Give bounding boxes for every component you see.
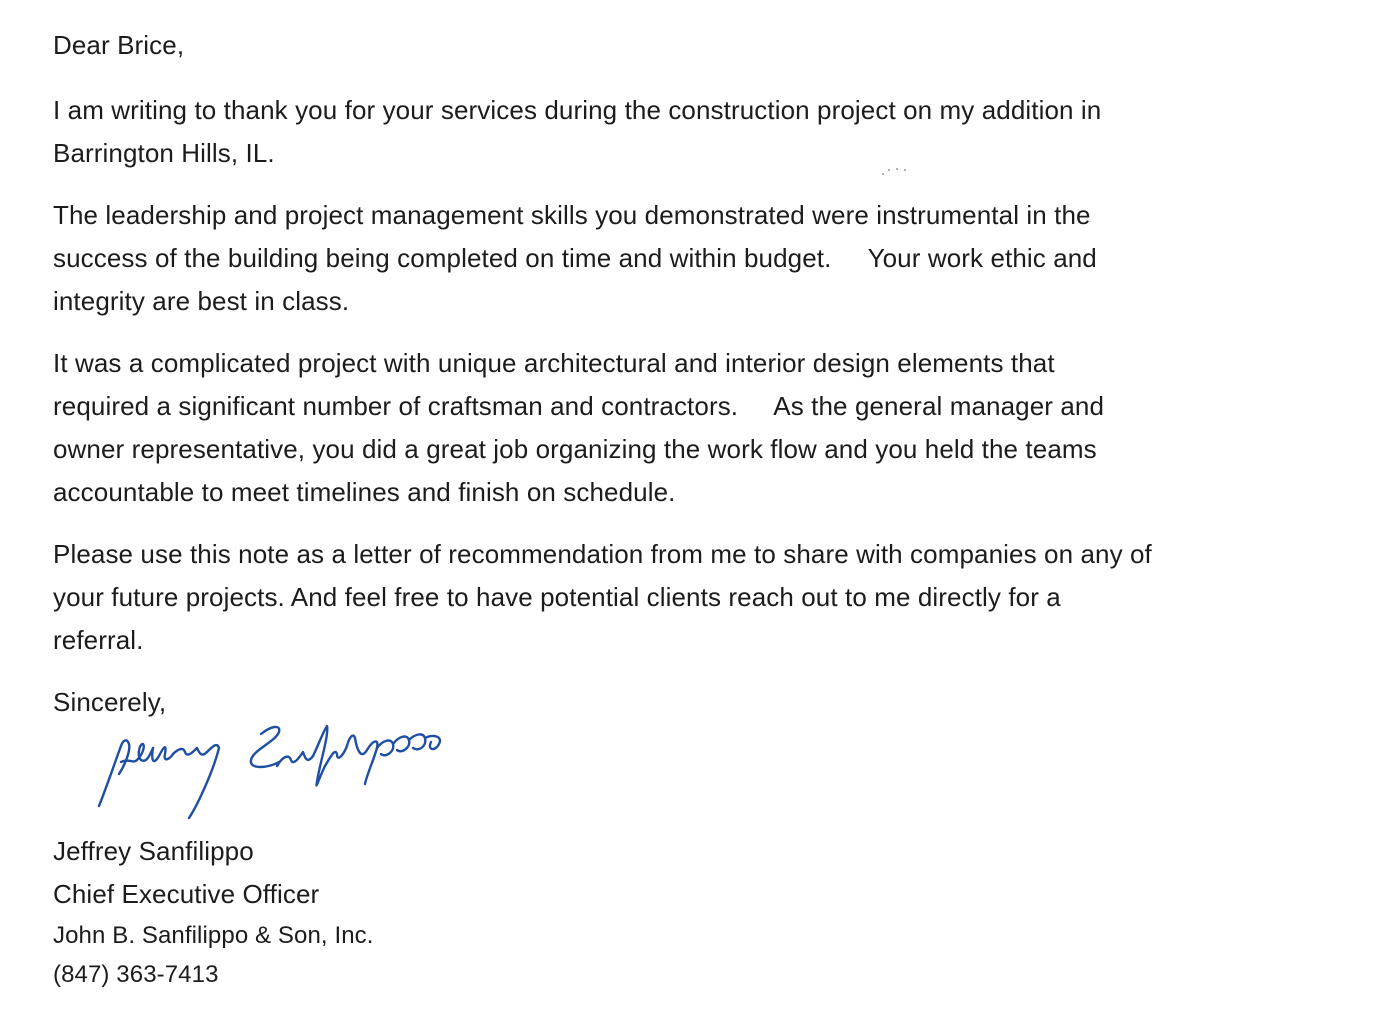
- signer-title: Chief Executive Officer: [53, 879, 320, 909]
- paragraph-line: It was a complicated project with unique architectural and interior design elements that: [53, 348, 1055, 378]
- paragraph-line: referral.: [53, 625, 144, 655]
- paragraph-line: owner representative, you did a great job organizing the work flow and you held the teams: [53, 434, 1097, 464]
- paragraph-line: The leadership and project management skills you demonstrated were instrumental in the: [53, 200, 1091, 230]
- scan-artifact: [875, 160, 935, 200]
- paragraph-line: I am writing to thank you for your services during the construction project on my addition in: [53, 95, 1102, 125]
- paragraph-2: [53, 194, 1343, 323]
- closing: Sincerely,: [53, 687, 167, 717]
- paragraph-3: [53, 342, 1343, 514]
- paragraph-line: accountable to meet timelines and finish on schedule.: [53, 477, 676, 507]
- paragraph-line: Barrington Hills, IL.: [53, 138, 275, 168]
- handwritten-signature: [53, 720, 1343, 830]
- paragraph-4: [53, 533, 1343, 662]
- paragraph-1: [53, 89, 1343, 175]
- paragraph-line: required a significant number of craftsman and contractors. As the general manager and: [53, 391, 1105, 421]
- salutation: Dear Brice,: [53, 30, 185, 60]
- signer-company: John B. Sanfilippo & Son, Inc.: [53, 922, 374, 949]
- letter-body: [53, 24, 1343, 994]
- signer-block: [53, 830, 1343, 994]
- paragraph-line: integrity are best in class.: [53, 286, 350, 316]
- signer-phone: (847) 363-7413: [53, 961, 219, 988]
- signer-name: Jeffrey Sanfilippo: [53, 836, 254, 866]
- paragraph-line: your future projects. And feel free to have potential clients reach out to me directly for a: [53, 582, 1061, 612]
- signature-drawing: [93, 722, 533, 822]
- paragraph-line: Please use this note as a letter of recommendation from me to share with companies on any of: [53, 539, 1152, 569]
- paragraph-line: success of the building being completed on time and within budget. Your work ethic and: [53, 243, 1097, 273]
